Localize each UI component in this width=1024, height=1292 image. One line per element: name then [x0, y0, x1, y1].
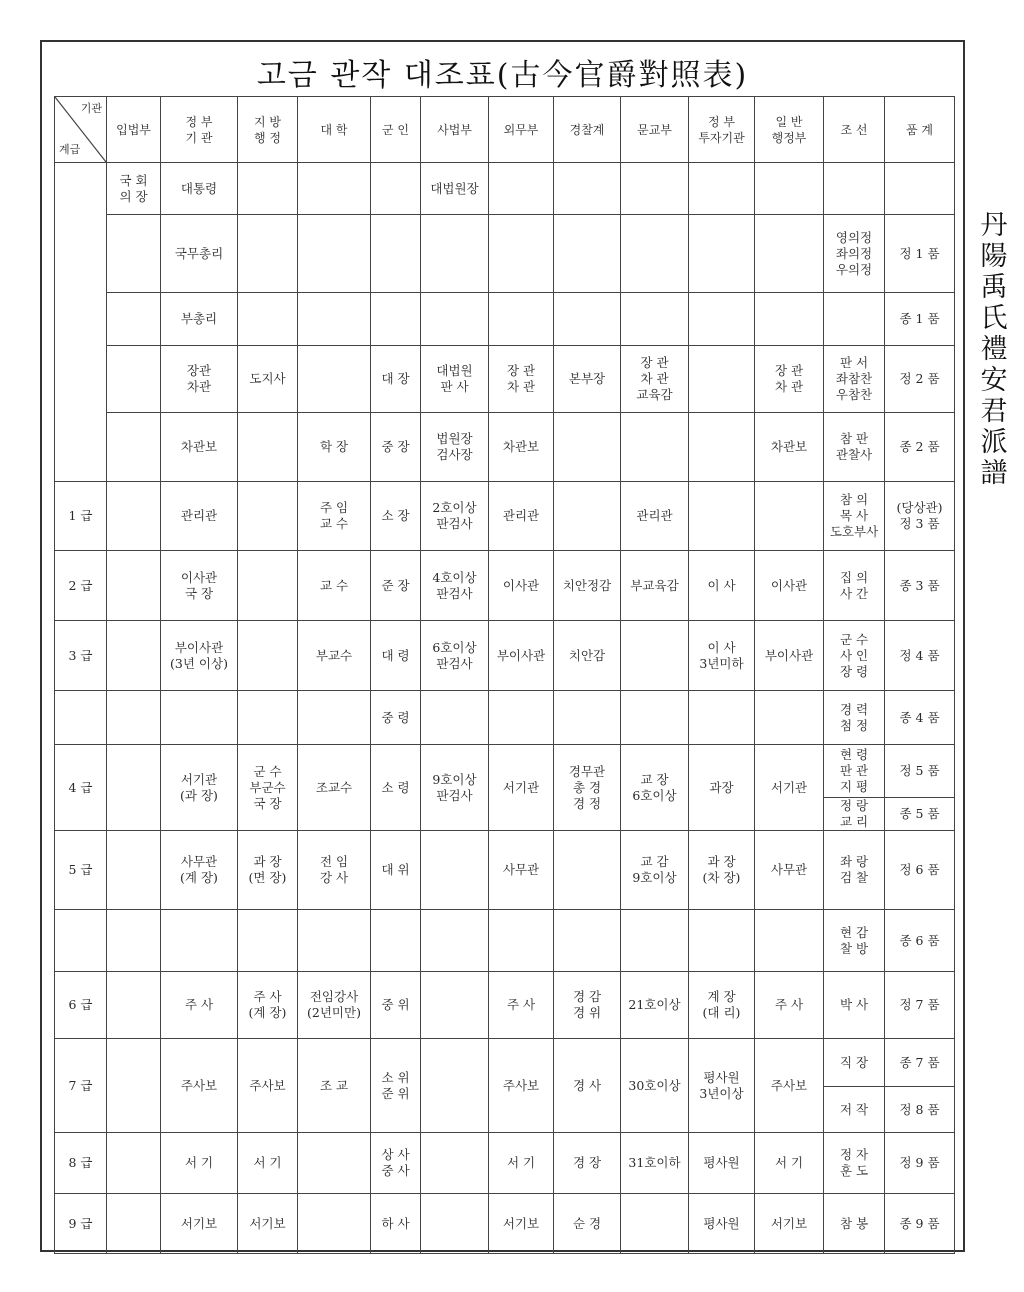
cell-judiciary: 대법원 판 사: [421, 346, 489, 413]
header-military: 군 인: [371, 97, 421, 163]
grade-cell: 6 급: [55, 972, 107, 1039]
cell-police: 순 경: [554, 1194, 621, 1254]
cell-general-admin: 주사보: [755, 1039, 824, 1133]
cell-police: [554, 215, 621, 293]
cell-local-admin: 서 기: [238, 1133, 298, 1194]
cell-general-admin: 차관보: [755, 413, 824, 482]
cell-military: 준 장: [371, 551, 421, 621]
cell-foreign-ministry: [489, 215, 554, 293]
cell-police: 본부장: [554, 346, 621, 413]
cell-government-agency: 주 사: [161, 972, 238, 1039]
cell-rank: 정 9 품: [885, 1133, 955, 1194]
header-state-enterprise: 정 부 투자기관: [689, 97, 755, 163]
cell-education-ministry: 21호이상: [621, 972, 689, 1039]
cell-local-admin: [238, 163, 298, 215]
cell-university: [298, 346, 371, 413]
cell-police: [554, 293, 621, 346]
cell-local-admin: [238, 621, 298, 691]
cell-general-admin: [755, 910, 824, 972]
cell-foreign-ministry: 주사보: [489, 1039, 554, 1133]
cell-military: 대 위: [371, 831, 421, 910]
grade-cell: 9 급: [55, 1194, 107, 1254]
cell-foreign-ministry: 주 사: [489, 972, 554, 1039]
cell-police: 경 감 경 위: [554, 972, 621, 1039]
cell-university: [298, 163, 371, 215]
grade-cell: 2 급: [55, 551, 107, 621]
cell-judiciary: [421, 1039, 489, 1133]
cell-legislature: [107, 215, 161, 293]
cell-joseon: 판 서 좌참찬 우참찬: [824, 346, 885, 413]
cell-education-ministry: [621, 910, 689, 972]
cell-local-admin: 과 장 (면 장): [238, 831, 298, 910]
cell-foreign-ministry: [489, 910, 554, 972]
cell-rank: 종 5 품: [885, 798, 955, 831]
cell-university: 조 교: [298, 1039, 371, 1133]
cell-university: [298, 293, 371, 346]
cell-education-ministry: [621, 621, 689, 691]
table-row: [55, 551, 955, 621]
cell-local-admin: [238, 910, 298, 972]
cell-judiciary: [421, 1194, 489, 1254]
cell-judiciary: [421, 831, 489, 910]
cell-state-enterprise: 평사원: [689, 1194, 755, 1254]
cell-local-admin: [238, 691, 298, 745]
cell-foreign-ministry: 장 관 차 관: [489, 346, 554, 413]
cell-legislature: [107, 1194, 161, 1254]
cell-police: 경무관 총 경 경 정: [554, 745, 621, 831]
cell-state-enterprise: [689, 413, 755, 482]
cell-state-enterprise: [689, 293, 755, 346]
cell-rank: 정 4 품: [885, 621, 955, 691]
cell-foreign-ministry: 이사관: [489, 551, 554, 621]
cell-general-admin: [755, 163, 824, 215]
side-vertical-title: 丹陽禹氏禮安君派譜: [980, 210, 1008, 489]
cell-government-agency: 주사보: [161, 1039, 238, 1133]
cell-education-ministry: 교 장 6호이상: [621, 745, 689, 831]
cell-legislature: [107, 1133, 161, 1194]
cell-military: [371, 163, 421, 215]
cell-rank: 종 9 품: [885, 1194, 955, 1254]
table-row: [55, 745, 955, 798]
cell-government-agency: [161, 691, 238, 745]
cell-military: 중 위: [371, 972, 421, 1039]
cell-joseon: 참 판 관찰사: [824, 413, 885, 482]
table-row: [55, 1133, 955, 1194]
cell-police: [554, 691, 621, 745]
cell-local-admin: [238, 482, 298, 551]
table-row: [55, 413, 955, 482]
grade-cell: [55, 691, 107, 745]
cell-education-ministry: 30호이상: [621, 1039, 689, 1133]
grade-cell: 8 급: [55, 1133, 107, 1194]
cell-military: 대 장: [371, 346, 421, 413]
cell-government-agency: 국무총리: [161, 215, 238, 293]
corner-header-cell: [55, 97, 107, 163]
cell-foreign-ministry: [489, 293, 554, 346]
cell-university: [298, 1133, 371, 1194]
cell-foreign-ministry: 서기관: [489, 745, 554, 831]
cell-rank: (당상관) 정 3 품: [885, 482, 955, 551]
cell-foreign-ministry: [489, 163, 554, 215]
cell-university: 조교수: [298, 745, 371, 831]
header-judiciary: 사법부: [421, 97, 489, 163]
cell-education-ministry: 부교육감: [621, 551, 689, 621]
cell-rank: [885, 163, 955, 215]
cell-police: [554, 482, 621, 551]
grade-cell: 5 급: [55, 831, 107, 910]
cell-government-agency: 사무관 (계 장): [161, 831, 238, 910]
cell-state-enterprise: 평사원: [689, 1133, 755, 1194]
cell-state-enterprise: 과 장 (차 장): [689, 831, 755, 910]
cell-military: 중 장: [371, 413, 421, 482]
cell-government-agency: 부총리: [161, 293, 238, 346]
cell-general-admin: 주 사: [755, 972, 824, 1039]
cell-judiciary: 법원장 검사장: [421, 413, 489, 482]
cell-local-admin: [238, 551, 298, 621]
cell-legislature: [107, 293, 161, 346]
cell-education-ministry: [621, 163, 689, 215]
header-foreign-ministry: 외무부: [489, 97, 554, 163]
cell-joseon: [824, 293, 885, 346]
cell-judiciary: 2호이상 판검사: [421, 482, 489, 551]
cell-general-admin: 이사관: [755, 551, 824, 621]
cell-military: 소 위 준 위: [371, 1039, 421, 1133]
cell-general-admin: 장 관 차 관: [755, 346, 824, 413]
header-legislature: 입법부: [107, 97, 161, 163]
cell-local-admin: [238, 293, 298, 346]
cell-judiciary: 6호이상 판검사: [421, 621, 489, 691]
grade-cell: [55, 163, 107, 482]
cell-general-admin: 부이사관: [755, 621, 824, 691]
cell-legislature: 국 회 의 장: [107, 163, 161, 215]
grade-cell: 1 급: [55, 482, 107, 551]
header-police: 경찰계: [554, 97, 621, 163]
cell-education-ministry: 교 감 9호이상: [621, 831, 689, 910]
cell-university: [298, 1194, 371, 1254]
cell-judiciary: 4호이상 판검사: [421, 551, 489, 621]
cell-police: 경 사: [554, 1039, 621, 1133]
cell-general-admin: 서 기: [755, 1133, 824, 1194]
cell-judiciary: [421, 293, 489, 346]
cell-military: [371, 293, 421, 346]
cell-rank: 정 6 품: [885, 831, 955, 910]
cell-government-agency: 서기보: [161, 1194, 238, 1254]
cell-state-enterprise: 이 사 3년미하: [689, 621, 755, 691]
cell-state-enterprise: [689, 691, 755, 745]
cell-judiciary: [421, 215, 489, 293]
cell-joseon: 경 력 첨 정: [824, 691, 885, 745]
cell-state-enterprise: [689, 215, 755, 293]
cell-government-agency: 부이사관 (3년 이상): [161, 621, 238, 691]
cell-joseon: 현 령 판 관 지 평: [824, 745, 885, 798]
cell-military: [371, 910, 421, 972]
cell-military: 상 사 중 사: [371, 1133, 421, 1194]
table-row: [55, 1039, 955, 1087]
cell-general-admin: 서기관: [755, 745, 824, 831]
cell-rank: 종 3 품: [885, 551, 955, 621]
grade-cell: 3 급: [55, 621, 107, 691]
cell-general-admin: 사무관: [755, 831, 824, 910]
cell-judiciary: 대법원장: [421, 163, 489, 215]
cell-joseon: 참 의 목 사 도호부사: [824, 482, 885, 551]
cell-rank: 정 2 품: [885, 346, 955, 413]
cell-university: [298, 691, 371, 745]
cell-local-admin: 도지사: [238, 346, 298, 413]
cell-foreign-ministry: [489, 691, 554, 745]
cell-judiciary: [421, 1133, 489, 1194]
cell-university: 전 임 강 사: [298, 831, 371, 910]
cell-general-admin: [755, 215, 824, 293]
cell-legislature: [107, 1039, 161, 1133]
grade-cell: 7 급: [55, 1039, 107, 1133]
cell-general-admin: [755, 293, 824, 346]
corner-institution-label: 기관: [80, 102, 102, 115]
cell-education-ministry: 장 관 차 관 교육감: [621, 346, 689, 413]
cell-joseon: 저 작: [824, 1087, 885, 1133]
cell-education-ministry: 관리관: [621, 482, 689, 551]
cell-state-enterprise: [689, 910, 755, 972]
cell-joseon: 정 자 훈 도: [824, 1133, 885, 1194]
cell-education-ministry: [621, 1194, 689, 1254]
header-local-admin: 지 방 행 정: [238, 97, 298, 163]
cell-foreign-ministry: 관리관: [489, 482, 554, 551]
cell-joseon: 직 장: [824, 1039, 885, 1087]
table-row: [55, 1194, 955, 1254]
cell-government-agency: 이사관 국 장: [161, 551, 238, 621]
cell-foreign-ministry: 서 기: [489, 1133, 554, 1194]
table-row: [55, 621, 955, 691]
header-university: 대 학: [298, 97, 371, 163]
cell-state-enterprise: 이 사: [689, 551, 755, 621]
header-rank: 품 계: [885, 97, 955, 163]
cell-general-admin: [755, 482, 824, 551]
cell-local-admin: [238, 413, 298, 482]
cell-rank: 종 4 품: [885, 691, 955, 745]
header-row: [55, 97, 955, 163]
cell-police: 치안정감: [554, 551, 621, 621]
cell-foreign-ministry: 사무관: [489, 831, 554, 910]
cell-state-enterprise: [689, 163, 755, 215]
header-joseon: 조 선: [824, 97, 885, 163]
cell-government-agency: [161, 910, 238, 972]
cell-local-admin: [238, 215, 298, 293]
cell-legislature: [107, 831, 161, 910]
cell-police: [554, 163, 621, 215]
cell-rank: 정 7 품: [885, 972, 955, 1039]
cell-police: [554, 910, 621, 972]
cell-state-enterprise: [689, 482, 755, 551]
cell-foreign-ministry: 서기보: [489, 1194, 554, 1254]
cell-joseon: 정 랑 교 리: [824, 798, 885, 831]
cell-general-admin: 서기보: [755, 1194, 824, 1254]
cell-education-ministry: [621, 691, 689, 745]
cell-legislature: [107, 551, 161, 621]
cell-foreign-ministry: 차관보: [489, 413, 554, 482]
cell-university: 주 임 교 수: [298, 482, 371, 551]
cell-police: 경 장: [554, 1133, 621, 1194]
cell-police: [554, 413, 621, 482]
cell-government-agency: 서 기: [161, 1133, 238, 1194]
cell-joseon: [824, 163, 885, 215]
cell-military: 하 사: [371, 1194, 421, 1254]
cell-legislature: [107, 413, 161, 482]
table-row: [55, 215, 955, 293]
table-row: [55, 831, 955, 910]
cell-judiciary: [421, 910, 489, 972]
corner-grade-label: 계급: [59, 143, 81, 156]
cell-judiciary: [421, 972, 489, 1039]
cell-military: 소 장: [371, 482, 421, 551]
cell-joseon: 참 봉: [824, 1194, 885, 1254]
table-row: [55, 293, 955, 346]
cell-rank: 종 1 품: [885, 293, 955, 346]
cell-state-enterprise: [689, 346, 755, 413]
cell-legislature: [107, 482, 161, 551]
cell-military: 소 령: [371, 745, 421, 831]
cell-local-admin: 주사보: [238, 1039, 298, 1133]
cell-education-ministry: [621, 413, 689, 482]
cell-joseon: 집 의 사 간: [824, 551, 885, 621]
cell-general-admin: [755, 691, 824, 745]
cell-state-enterprise: 과장: [689, 745, 755, 831]
cell-joseon: 군 수 사 인 장 령: [824, 621, 885, 691]
cell-legislature: [107, 691, 161, 745]
grade-cell: 4 급: [55, 745, 107, 831]
cell-university: [298, 215, 371, 293]
cell-state-enterprise: 평사원 3년이상: [689, 1039, 755, 1133]
cell-legislature: [107, 745, 161, 831]
cell-local-admin: 주 사 (계 장): [238, 972, 298, 1039]
cell-education-ministry: [621, 215, 689, 293]
cell-university: 교 수: [298, 551, 371, 621]
cell-joseon: 박 사: [824, 972, 885, 1039]
cell-university: 전임강사 (2년미만): [298, 972, 371, 1039]
cell-joseon: 좌 랑 검 찰: [824, 831, 885, 910]
cell-judiciary: 9호이상 판검사: [421, 745, 489, 831]
cell-rank: 정 5 품: [885, 745, 955, 798]
cell-legislature: [107, 346, 161, 413]
cell-education-ministry: [621, 293, 689, 346]
cell-education-ministry: 31호이하: [621, 1133, 689, 1194]
cell-government-agency: 대통령: [161, 163, 238, 215]
table-row: [55, 346, 955, 413]
cell-joseon: 현 감 찰 방: [824, 910, 885, 972]
cell-legislature: [107, 910, 161, 972]
table-row: [55, 691, 955, 745]
grade-cell: [55, 910, 107, 972]
cell-government-agency: 관리관: [161, 482, 238, 551]
cell-police: [554, 831, 621, 910]
cell-rank: 정 1 품: [885, 215, 955, 293]
cell-legislature: [107, 972, 161, 1039]
cell-rank: 종 6 품: [885, 910, 955, 972]
table-row: [55, 163, 955, 215]
cell-university: [298, 910, 371, 972]
document-title: 고금 관작 대조표(古今官爵對照表): [256, 58, 749, 93]
table-row: [55, 910, 955, 972]
cell-local-admin: 서기보: [238, 1194, 298, 1254]
header-general-admin: 일 반 행정부: [755, 97, 824, 163]
cell-military: 중 령: [371, 691, 421, 745]
cell-judiciary: [421, 691, 489, 745]
cell-university: 부교수: [298, 621, 371, 691]
cell-local-admin: 군 수 부군수 국 장: [238, 745, 298, 831]
cell-government-agency: 차관보: [161, 413, 238, 482]
header-education-ministry: 문교부: [621, 97, 689, 163]
table-row: [55, 972, 955, 1039]
cell-state-enterprise: 계 장 (대 리): [689, 972, 755, 1039]
cell-military: [371, 215, 421, 293]
cell-rank: 정 8 품: [885, 1087, 955, 1133]
rank-comparison-table: [54, 96, 955, 1254]
cell-legislature: [107, 621, 161, 691]
cell-joseon: 영의정 좌의정 우의정: [824, 215, 885, 293]
cell-university: 학 장: [298, 413, 371, 482]
cell-government-agency: 장관 차관: [161, 346, 238, 413]
cell-police: 치안감: [554, 621, 621, 691]
cell-foreign-ministry: 부이사관: [489, 621, 554, 691]
cell-rank: 종 2 품: [885, 413, 955, 482]
cell-military: 대 령: [371, 621, 421, 691]
cell-government-agency: 서기관 (과 장): [161, 745, 238, 831]
cell-rank: 종 7 품: [885, 1039, 955, 1087]
header-government-agency: 정 부 기 관: [161, 97, 238, 163]
table-row: [55, 482, 955, 551]
